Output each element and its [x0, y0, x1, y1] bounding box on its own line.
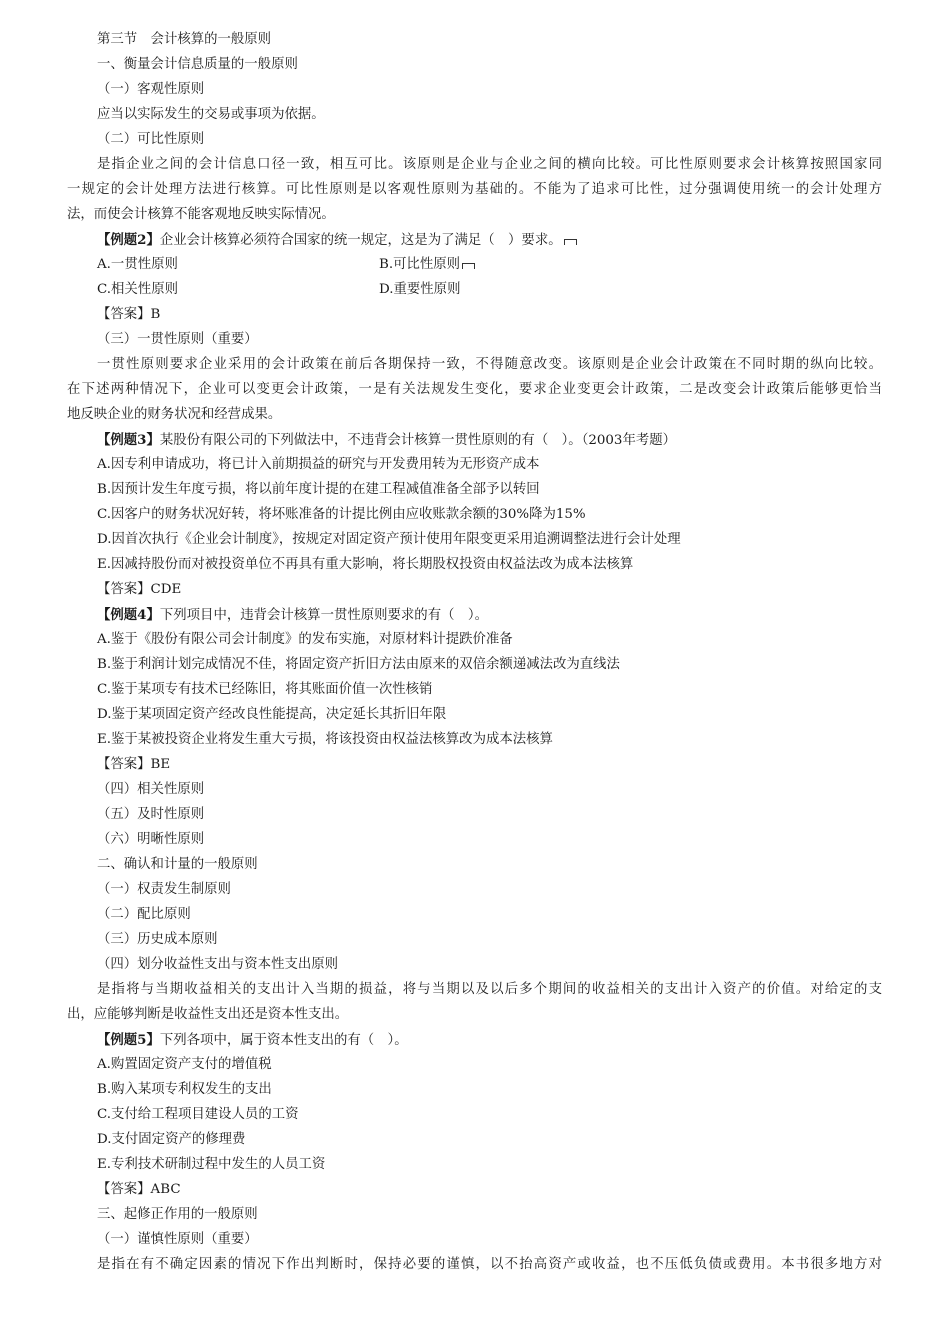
- option-e: E.鉴于某被投资企业将发生重大亏损，将该投资由权益法核算改为成本法核算: [97, 732, 553, 747]
- paragraph-line: 地反映企业的财务状况和经营成果。: [67, 407, 282, 422]
- subheading: （二）配比原则: [97, 907, 191, 922]
- option-d: D.因首次执行《企业会计制度》，按规定对固定资产预计使用年限变更采用追溯调整法进行会计处理: [97, 532, 681, 547]
- paragraph-line: 是指将与当期收益相关的支出计入当期的损益，将与当期以及以后多个期间的收益相关的支出计入资产的价值。对给定的支: [97, 982, 882, 997]
- heading-1: 一、衡量会计信息质量的一般原则: [97, 57, 298, 72]
- paragraph-line: 在下述两种情况下，企业可以变更会计政策，一是有关法规发生变化，要求企业变更会计政策，二是改变会计政策后能够更恰当: [67, 382, 882, 397]
- subheading: （三）历史成本原则: [97, 932, 218, 947]
- option-e: E.专利技术研制过程中发生的人员工资: [97, 1157, 326, 1172]
- option-b: B.因预计发生年度亏损，将以前年度计提的在建工程减值准备全部予以转回: [97, 482, 540, 497]
- bracket-mark-icon: [564, 239, 577, 245]
- option-row: [97, 253, 497, 278]
- example-tag: 【例题4】: [97, 607, 160, 623]
- option-a: A.购置固定资产支付的增值税: [97, 1057, 272, 1072]
- answer: 【答案】CDE: [97, 582, 182, 597]
- answer: 【答案】BE: [97, 757, 171, 772]
- example-text: 某股份有限公司的下列做法中，不违背会计核算一贯性原则的有（ ）。（2003年考题）: [159, 433, 677, 448]
- answer: 【答案】ABC: [97, 1182, 181, 1197]
- bracket-mark-icon: [462, 263, 475, 269]
- example-text: 下列各项中，属于资本性支出的有（ ）。: [159, 1033, 408, 1048]
- option-c: C.鉴于某项专有技术已经陈旧，将其账面价值一次性核销: [97, 682, 433, 697]
- example-text: 企业会计核算必须符合国家的统一规定，这是为了满足（ ）要求。: [159, 233, 562, 248]
- paragraph-line: 出，应能够判断是收益性支出还是资本性支出。: [67, 1007, 349, 1022]
- example-question: [97, 603, 488, 629]
- option-a: A.一贯性原则: [97, 257, 178, 272]
- option-b: B.鉴于利润计划完成情况不佳，将固定资产折旧方法由原来的双倍余额递减法改为直线法: [97, 657, 620, 672]
- subheading: （一）权责发生制原则: [97, 882, 231, 897]
- section-heading: 第三节 会计核算的一般原则: [97, 32, 272, 47]
- subheading: （一）客观性原则: [97, 82, 205, 97]
- subheading: （三）一贯性原则（重要）: [97, 332, 258, 347]
- example-question: [97, 1028, 408, 1054]
- paragraph-line: 一贯性原则要求企业采用的会计政策在前后各期保持一致，不得随意改变。该原则是企业会计政策在不同时期的纵向比较。: [97, 357, 882, 372]
- answer: 【答案】B: [97, 307, 161, 322]
- example-question: [97, 228, 577, 254]
- subheading: （四）划分收益性支出与资本性支出原则: [97, 957, 339, 972]
- paragraph-line: 是指企业之间的会计信息口径一致，相互可比。该原则是企业与企业之间的横向比较。可比性原则要求会计核算按照国家同: [97, 157, 882, 172]
- option-row: [97, 278, 497, 303]
- subheading: （六）明晰性原则: [97, 832, 205, 847]
- option-a: A.鉴于《股份有限公司会计制度》的发布实施，对原材料计提跌价准备: [97, 632, 513, 647]
- option-c: C.相关性原则: [97, 282, 178, 297]
- option-e: E.因减持股份而对被投资单位不再具有重大影响，将长期股权投资由权益法改为成本法核算: [97, 557, 634, 572]
- subheading: （一）谨慎性原则（重要）: [97, 1232, 258, 1247]
- option-d: D.鉴于某项固定资产经改良性能提高，决定延长其折旧年限: [97, 707, 447, 722]
- paragraph-line: 一规定的会计处理方法进行核算。可比性原则是以客观性原则为基础的。不能为了追求可比性，过分强调使用统一的会计处理方: [67, 182, 882, 197]
- heading-2: 二、确认和计量的一般原则: [97, 857, 258, 872]
- subheading: （五）及时性原则: [97, 807, 205, 822]
- example-tag: 【例题3】: [97, 432, 160, 448]
- paragraph-line: 法，而使会计核算不能客观地反映实际情况。: [67, 207, 335, 222]
- option-b: B.购入某项专利权发生的支出: [97, 1082, 272, 1097]
- option-a: A.因专利申请成功，将已计入前期损益的研究与开发费用转为无形资产成本: [97, 457, 540, 472]
- paragraph-line: 应当以实际发生的交易或事项为依据。: [97, 107, 325, 122]
- option-b: B.可比性原则: [379, 257, 461, 272]
- heading-3: 三、起修正作用的一般原则: [97, 1207, 258, 1222]
- example-tag: 【例题2】: [97, 232, 160, 248]
- example-text: 下列项目中，违背会计核算一贯性原则要求的有（ ）。: [159, 608, 488, 623]
- example-tag: 【例题5】: [97, 1032, 160, 1048]
- option-d: D.重要性原则: [379, 282, 461, 297]
- example-question: [97, 428, 676, 454]
- paragraph-line: 是指在有不确定因素的情况下作出判断时，保持必要的谨慎，以不抬高资产或收益，也不压低负债或费用。本书很多地方对: [97, 1257, 882, 1272]
- subheading: （四）相关性原则: [97, 782, 205, 797]
- option-d: D.支付固定资产的修理费: [97, 1132, 246, 1147]
- option-c: C.因客户的财务状况好转，将坏账准备的计提比例由应收账款余额的30%降为15%: [97, 507, 586, 522]
- option-c: C.支付给工程项目建设人员的工资: [97, 1107, 299, 1122]
- subheading: （二）可比性原则: [97, 132, 205, 147]
